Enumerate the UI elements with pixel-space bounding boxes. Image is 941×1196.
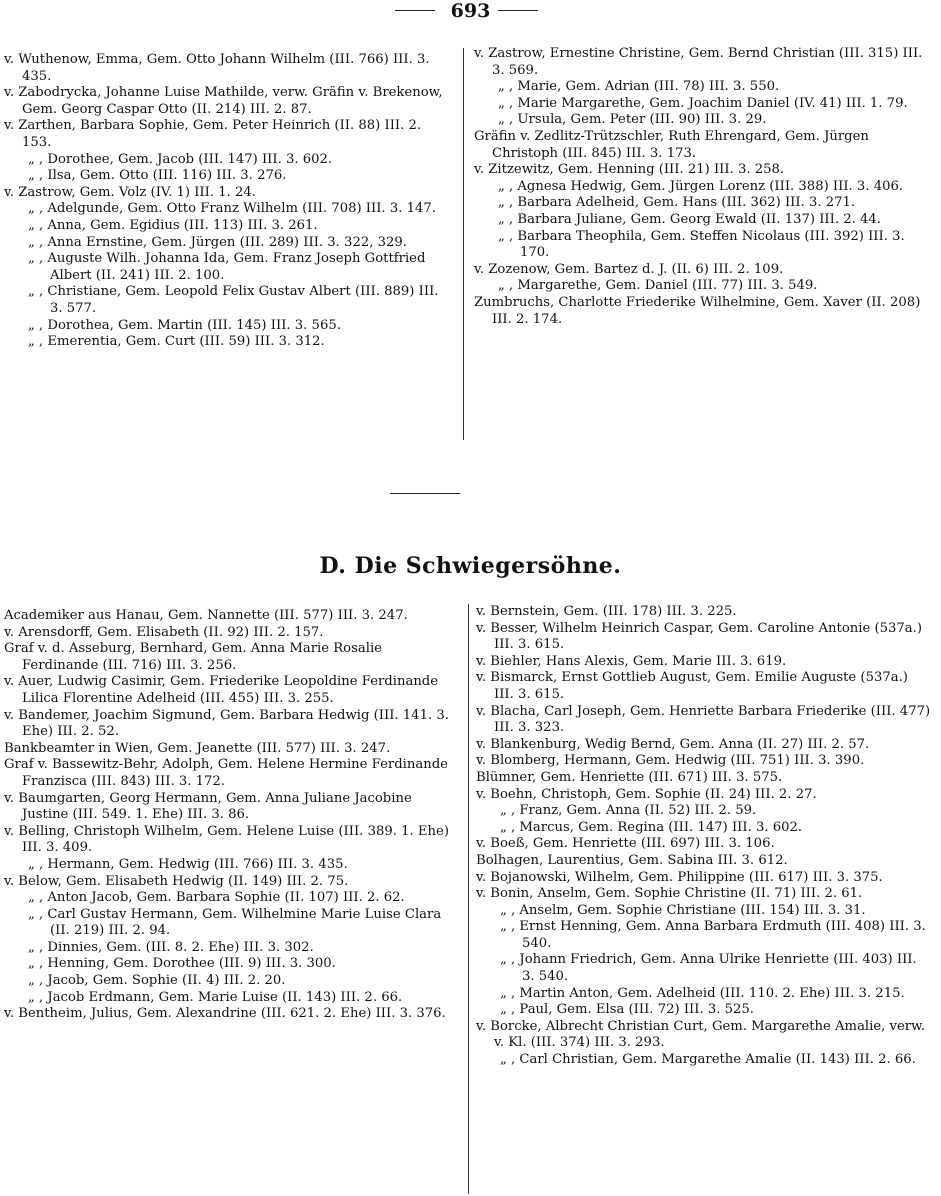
index-entry: Bolhagen, Laurentius, Gem. Sabina III. 3. 612. (476, 852, 788, 868)
index-entry: „ , Anselm, Gem. Sophie Christiane (III. 154) III. 3. 31. (500, 902, 866, 918)
index-entry: „ , Dorothea, Gem. Martin (III. 145) III. 3. 565. (28, 317, 341, 333)
top-column-divider (463, 48, 464, 440)
index-entry: „ , Auguste Wilh. Johanna Ida, Gem. Franz Joseph Gottfried Albert (II. 241) III. 2. 100. (28, 251, 426, 283)
bottom-column-divider (468, 604, 469, 1194)
index-entry: „ , Barbara Adelheid, Gem. Hans (III. 362) III. 3. 271. (498, 195, 856, 211)
index-entry: „ , Dorothee, Gem. Jacob (III. 147) III. 3. 602. (28, 151, 333, 167)
index-entry: „ , Marcus, Gem. Regina (III. 147) III. 3. 602. (500, 819, 803, 835)
index-entry: v. Baumgarten, Georg Hermann, Gem. Anna Juliane Jacobine Justine (III. 549. 1. Ehe) III. 3. 86. (4, 790, 412, 823)
index-entry: „ , Anna Ernstine, Gem. Jürgen (III. 289) III. 3. 322, 329. (28, 234, 407, 250)
index-entry: „ , Franz, Gem. Anna (II. 52) III. 2. 59. (500, 803, 757, 819)
index-entry: Zumbruchs, Charlotte Friederike Wilhelmine, Gem. Xaver (II. 208) III. 2. 174. (474, 294, 921, 327)
index-entry: „ , Ursula, Gem. Peter (III. 90) III. 3. 29. (498, 112, 767, 128)
index-entry: Academiker aus Hanau, Gem. Nannette (III. 577) III. 3. 247. (4, 608, 408, 623)
index-entry: Graf v. Bassewitz-Behr, Adolph, Gem. Helene Hermine Ferdinande Franzisca (III. 843) III. 3. 172. (4, 757, 448, 789)
section-rule (390, 493, 460, 494)
index-entry: Blümner, Gem. Henriette (III. 671) III. 3. 575. (476, 769, 783, 785)
index-entry: „ , Martin Anton, Gem. Adelheid (III. 110. 2. Ehe) III. 3. 215. (500, 985, 905, 1001)
index-entry: v. Blankenburg, Wedig Bernd, Gem. Anna (II. 27) III. 2. 57. (476, 736, 870, 752)
top-right-column (474, 46, 924, 328)
top-left-column (4, 52, 452, 351)
index-entry: v. Biehler, Hans Alexis, Gem. Marie III. 3. 619. (476, 653, 787, 669)
index-entry: v. Bojanowski, Wilhelm, Gem. Philippine (III. 617) III. 3. 375. (476, 869, 883, 885)
index-entry: „ , Paul, Gem. Elsa (III. 72) III. 3. 525. (500, 1002, 754, 1018)
index-entry: „ , Christiane, Gem. Leopold Felix Gustav Albert (III. 889) III. 3. 577. (28, 284, 439, 316)
bottom-right-column (476, 604, 931, 1069)
index-entry: v. Blacha, Carl Joseph, Gem. Henriette Barbara Friederike (III. 477) III. 3. 323. (476, 703, 931, 736)
index-entry: „ , Marie Margarethe, Gem. Joachim Daniel (IV. 41) III. 1. 79. (498, 95, 908, 111)
header-dash-left (395, 10, 435, 11)
index-entry: „ , Johann Friedrich, Gem. Anna Ulrike Henriette (III. 403) III. 3. 540. (500, 952, 917, 985)
index-entry: „ , Ilsa, Gem. Otto (III. 116) III. 3. 276. (28, 168, 287, 184)
index-entry: „ , Anna, Gem. Egidius (III. 113) III. 3. 261. (28, 217, 318, 233)
index-entry: v. Zastrow, Gem. Volz (IV. 1) III. 1. 24. (4, 184, 256, 200)
index-entry: „ , Carl Christian, Gem. Margarethe Amalie (II. 143) III. 2. 66. (500, 1052, 916, 1068)
index-entry: „ , Jacob Erdmann, Gem. Marie Luise (II. 143) III. 2. 66. (28, 989, 403, 1005)
index-entry: v. Blomberg, Hermann, Gem. Hedwig (III. 751) III. 3. 390. (476, 753, 865, 769)
index-entry: „ , Jacob, Gem. Sophie (II. 4) III. 2. 20. (28, 973, 286, 989)
index-entry: „ , Margarethe, Gem. Daniel (III. 77) III. 3. 549. (498, 278, 818, 294)
index-entry: v. Besser, Wilhelm Heinrich Caspar, Gem. Caroline Antonie (537a.) III. 3. 615. (476, 620, 923, 653)
index-entry: „ , Emerentia, Gem. Curt (III. 59) III. 3. 312. (28, 334, 325, 350)
index-entry: v. Arensdorff, Gem. Elisabeth (II. 92) III. 2. 157. (4, 624, 324, 640)
section-title: D. Die Schwiegersöhne. (319, 553, 622, 579)
index-entry: v. Zitzewitz, Gem. Henning (III. 21) III. 3. 258. (474, 162, 785, 178)
index-entry: v. Boeß, Gem. Henriette (III. 697) III. 3. 106. (476, 836, 775, 852)
index-entry: „ , Barbara Juliane, Gem. Georg Ewald (II. 137) III. 2. 44. (498, 211, 881, 227)
index-entry: „ , Ernst Henning, Gem. Anna Barbara Erdmuth (III. 408) III. 3. 540. (500, 919, 926, 951)
index-entry: v. Bonin, Anselm, Gem. Sophie Christine (II. 71) III. 2. 61. (476, 886, 863, 902)
index-entry: v. Auer, Ludwig Casimir, Gem. Friederike Leopoldine Ferdinande Lilica Florentine Adelheid (III. 455) III. 3. 255. (4, 674, 439, 706)
bottom-left-column (4, 608, 459, 1023)
index-entry: v. Wuthenow, Emma, Gem. Otto Johann Wilhelm (III. 766) III. 3. 435. (4, 52, 430, 84)
index-entry: „ , Hermann, Gem. Hedwig (III. 766) III. 3. 435. (28, 856, 348, 872)
index-entry: „ , Marie, Gem. Adrian (III. 78) III. 3. 550. (498, 79, 780, 95)
index-entry: v. Bernstein, Gem. (III. 178) III. 3. 225. (476, 604, 737, 619)
index-entry: Gräfin v. Zedlitz-Trützschler, Ruth Ehrengard, Gem. Jürgen Christoph (III. 845) III. 3. 173. (474, 128, 869, 161)
index-entry: v. Bentheim, Julius, Gem. Alexandrine (III. 621. 2. Ehe) III. 3. 376. (4, 1006, 446, 1022)
index-entry: v. Belling, Christoph Wilhelm, Gem. Helene Luise (III. 389. 1. Ehe) III. 3. 409. (4, 823, 449, 856)
index-entry: „ , Adelgunde, Gem. Otto Franz Wilhelm (III. 708) III. 3. 147. (28, 201, 436, 217)
index-entry: Graf v. d. Asseburg, Bernhard, Gem. Anna Marie Rosalie Ferdinande (III. 716) III. 3. 256. (4, 641, 382, 673)
index-entry: v. Below, Gem. Elisabeth Hedwig (II. 149) III. 2. 75. (4, 873, 349, 889)
index-entry: „ , Dinnies, Gem. (III. 8. 2. Ehe) III. 3. 302. (28, 939, 314, 955)
index-entry: v. Zastrow, Ernestine Christine, Gem. Bernd Christian (III. 315) III. 3. 569. (474, 46, 923, 78)
index-entry: „ , Barbara Theophila, Gem. Steffen Nicolaus (III. 392) III. 3. 170. (498, 228, 905, 261)
index-entry: „ , Agnesa Hedwig, Gem. Jürgen Lorenz (III. 388) III. 3. 406. (498, 178, 904, 194)
index-entry: „ , Anton Jacob, Gem. Barbara Sophie (II. 107) III. 2. 62. (28, 890, 405, 906)
header-dash-right (498, 10, 538, 11)
index-entry: v. Bismarck, Ernst Gottlieb August, Gem. Emilie Auguste (537a.) III. 3. 615. (476, 670, 908, 702)
index-entry: „ , Carl Gustav Hermann, Gem. Wilhelmine Marie Luise Clara (II. 219) III. 2. 94. (28, 906, 442, 939)
index-entry: v. Borcke, Albrecht Christian Curt, Gem. Margarethe Amalie, verw. v. Kl. (III. 374) III. 3. 293. (476, 1018, 926, 1051)
index-entry: v. Boehn, Christoph, Gem. Sophie (II. 24) III. 2. 27. (476, 786, 817, 802)
index-entry: Bankbeamter in Wien, Gem. Jeanette (III. 577) III. 3. 247. (4, 740, 391, 756)
index-entry: v. Zabodrycka, Johanne Luise Mathilde, verw. Gräfin v. Brekenow, Gem. Georg Caspar Otto (II. 214) III. 2. 87. (4, 85, 443, 117)
index-entry: v. Zarthen, Barbara Sophie, Gem. Peter Heinrich (II. 88) III. 2. 153. (4, 118, 422, 150)
index-entry: v. Zozenow, Gem. Bartez d. J. (II. 6) III. 2. 109. (474, 261, 784, 277)
index-entry: „ , Henning, Gem. Dorothee (III. 9) III. 3. 300. (28, 956, 336, 972)
page-number: 693 (450, 0, 491, 22)
index-entry: v. Bandemer, Joachim Sigmund, Gem. Barbara Hedwig (III. 141. 3. Ehe) III. 2. 52. (4, 707, 449, 740)
